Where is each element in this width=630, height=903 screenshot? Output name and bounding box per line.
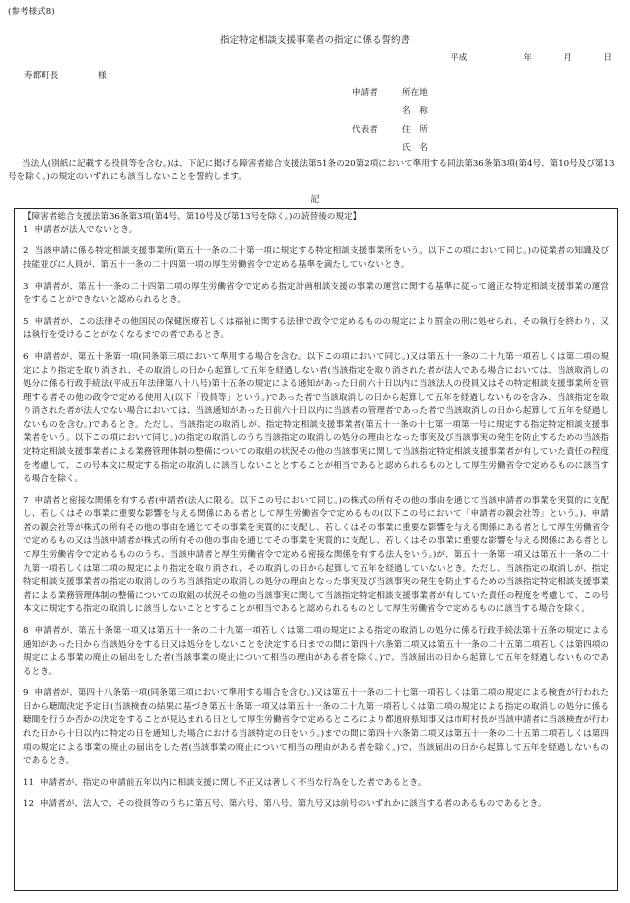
rep-name-label: 氏 名: [402, 143, 428, 154]
provision-item: [23, 495, 609, 617]
applicant-role: 申請者: [352, 87, 378, 98]
addressee-honorific: 様: [98, 71, 107, 81]
provision-text: 申請者が、指定の申請前五年以内に相談支援に関し不正又は著しく不当な行為をした者であるとき。: [39, 777, 427, 788]
provision-number: 2: [23, 246, 29, 257]
provision-text: 申請者が、この法律その他国民の保健医療若しくは福祉に関する法律で政令で定めるものの規定により罰金の刑に処せられ、その執行を終わり、又は執行を受けることがなくなるまでの者であるとき。: [23, 316, 609, 341]
date-era: 平成: [450, 53, 468, 63]
provision-number: 7: [23, 495, 29, 506]
date-row: [450, 52, 612, 65]
provision-number: 8: [23, 625, 29, 636]
provision-text: 申請者が、第五十条第一項又は第五十一条の二十九第一項若しくは第二項の規定による指定の取消しの処分に係る行政手続法第十五条の規定による通知があった日から当該処分をする日又は処分をしないことを決定する日までの間に第四十六条第二項又は第五十一条の二十五第二項若しくは第四項の規定による事業の廃止の届出をした者(当該事業の廃止について相当の理由がある者を除く。)で、当該届出の日から起算して五年を経過しないものであるとき。: [23, 625, 609, 677]
provision-number: 11: [23, 777, 34, 788]
provision-item: [23, 281, 609, 308]
provision-item: [23, 687, 609, 768]
provision-number: 6: [23, 351, 29, 362]
name-label: 名 称: [402, 106, 428, 117]
provision-item: [23, 798, 609, 812]
provision-text: 申請者が、第五十条第一項(同条第三項において準用する場合を含む。以下この項において同じ。)又は第五十一条の二十九第一項若しくは第二項の規定により指定を取り消され、その取消しの日から起算して五年を経過しない者(当該指定を取り消された者が法人である場合においては、当該取消しの処分に係る行政手続法(平成五年法律第八十八号)第十五条の規定による通知があった日前六十日以内に当該法人の役員又はその特定相談支援事業所を管理する者その他の政令で定める使用人(以下「役員等」という。)であった者で当該取消しの日から起算して五年を経過しないものを含み、当該指定を取り消された者が法人でない場合においては、当該通知があった日前六十日以内に当該者の管理者であった者で当該取消しの日から起算して五年を経過しないものを含む。)であるとき。ただし、当該指定の取消しが、指定特定相談支援事業者(第五十一条の十七第一項第一号に規定する指定特定相談支援事業者をいう。以下この項において同じ。)の指定の取消しのうち当該指定の取消しの処分の理由となった事実及び当該事実の発生を防止するための当該指定特定相談支援事業者による業務管理体制の整備についての取組の状況その他の当該事実に関して当該指定特定相談支援事業者が有していた責任の程度を考慮して、この号本文に規定する指定の取消しに該当しないこととすることが相当であると認められるものとして厚生労働省令で定めるものに該当する場合を除く。: [23, 351, 609, 485]
provision-item: [23, 777, 609, 791]
provision-number: 5: [23, 316, 29, 327]
provision-item: [23, 316, 609, 343]
provisions-box: [14, 208, 618, 891]
provision-number: 1: [23, 224, 29, 235]
provision-item: [23, 224, 609, 238]
provision-item: [23, 351, 609, 487]
form-id: (参考様式8): [8, 7, 55, 17]
date-year-unit: 年: [523, 53, 532, 63]
provision-number: 12: [23, 799, 34, 810]
provision-text: 当該申請に係る特定相談支援事業所(第五十一条の二十第一項に規定する特定相談支援事業所をいう。以下この項において同じ。)の従業者の知識及び技能並びに人員が、第五十一条の二十四第一項の厚生労働省令で定める基準を満たしていないとき。: [23, 246, 609, 271]
provision-number: 9: [23, 688, 29, 699]
date-day-unit: 日: [603, 53, 612, 63]
provision-text: 申請者が、第四十八条第一項(同条第三項において準用する場合を含む。)又は第五十一条の二十七第一項若しくは第二項の規定による検査が行われた日から聴聞決定予定日(当該検査の結果に基づき第五十条第一項又は第五十一条の二十九第一項若しくは第二項の規定による指定の取消しの処分に係る聴聞を行うか否かの決定をすることが見込まれる日として厚生労働省令で定めるところにより都道府県知事又は市町村長が当該申請者に当該検査が行われた日から十日以内に特定の日を通知した場合における当該特定の日をいう。)までの間に第四十六条第二項又は第五十一条の二十五第二項若しくは第四項の規定による事業の廃止の届出をした者(当該事業の廃止について相当の理由がある者を除く。)で、当該届出の日から起算して五年を経過しないものであるとき。: [23, 688, 609, 767]
representative-name-row: [352, 140, 462, 159]
representative-address-row: [352, 121, 462, 140]
ki-marker: 記: [310, 195, 320, 205]
rep-address-label: 住 所: [402, 124, 428, 135]
provision-text: 申請者が、第五十一条の二十四第二項の厚生労働省令で定める指定計画相談支援の事業の運営に関する基準に従って適正な特定相談支援事業の運営をすることができないと認められるとき。: [23, 281, 609, 306]
representative-role: 代表者: [352, 124, 378, 135]
provision-text: 申請者と密接な関係を有する者(申請者(法人に限る。以下この号において同じ。)の株式の所有その他の事由を通じて当該申請者の事業を実質的に支配し、若しくはその事業に重要な影響を与える関係にある者として厚生労働省令で定めるもの(以下この号において「申請者の親会社等」という。)、申請者の親会社等が株式の所有その他の事由を通じてその事業を実質的に支配し、若しくはその事業に重要な影響を与える関係にある者として厚生労働省令で定めるもの又は当該申請者が株式の所有その他の事由を通じてその事業を実質的に支配し、若しくはその事業に重要な影響を与える関係にある者として厚生労働省令で定めるもののうち、当該申請者と厚生労働省令で定める密接な関係を有する法人をいう。)が、第五十一条第一項又は第五十一条の二十九第一項若しくは第二項の規定により指定を取り消され、その取消しの日から起算して五年を経過していないとき。ただし、当該指定の取消しが、指定特定相談支援事業者の指定の取消しのうち当該指定の取消しの処分の理由となった事実及び当該事実の発生を防止するための当該指定特定相談支援事業者による業務管理体制の整備についての取組の状況その他の当該事実に関して当該指定特定相談支援事業者が有していた責任の程度を考慮して、この号本文に規定する指定の取消しに該当しないこととすることが相当であると認められるものとして厚生労働省令で定めるものに該当する場合を除く。: [23, 495, 609, 615]
pledge-statement: 当法人(別紙に記載する役員等を含む。)は、下記に掲げる障害者総合支援法第51条の20第2項において準用する同法第36条第3項(第4号、第10号及び第13号を除く。)の規定のいずれにも該当しないことを誓約します。: [8, 159, 615, 183]
addressee-name: 寿都町長: [24, 71, 59, 81]
provisions-heading: 【障害者総合支援法第36条第3項(第4号、第10号及び第13号を除く。)の読替後の規定】: [23, 212, 362, 222]
provision-number: 3: [23, 281, 29, 292]
applicant-block: [352, 84, 462, 158]
document-title: 指定特定相談支援事業者の指定に係る誓約書: [219, 35, 410, 46]
date-month-unit: 月: [563, 53, 572, 63]
applicant-address-row: [352, 84, 462, 103]
provision-text: 申請者が法人でないとき。: [34, 224, 138, 235]
provision-item: [23, 625, 609, 679]
provision-text: 申請者が、法人で、その役員等のうちに第五号、第六号、第八号、第九号又は前号のいずれかに該当する者のあるものであるとき。: [39, 799, 547, 810]
applicant-name-row: [352, 103, 462, 122]
addressee: [24, 70, 107, 83]
address-label: 所在地: [402, 87, 428, 98]
provision-item: [23, 245, 609, 272]
